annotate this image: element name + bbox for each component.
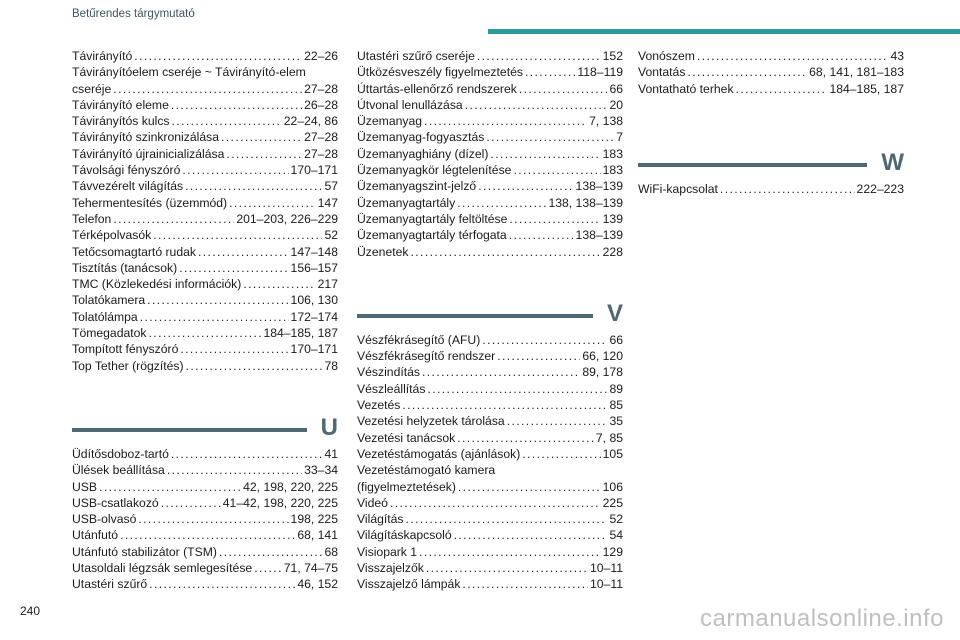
index-entry — [72, 244, 338, 260]
index-pages: 183 — [602, 163, 623, 178]
index-term: USB-olvasó — [72, 512, 137, 527]
index-term: WiFi-kapcsolat — [638, 181, 718, 196]
index-term: Tolatólámpa — [72, 309, 138, 324]
dot-leader — [402, 397, 607, 413]
watermark: carmanualsonline.info — [700, 605, 944, 632]
index-entry — [72, 479, 338, 495]
index-entry — [72, 544, 338, 560]
index-entry — [72, 276, 338, 292]
index-entry — [357, 129, 623, 145]
index-term: Vezetés — [357, 398, 401, 413]
index-term: Tetőcsomagtartó rudak — [72, 244, 196, 259]
dot-leader — [519, 81, 608, 97]
index-pages: 147–148 — [290, 244, 338, 259]
index-pages: 35 — [609, 414, 623, 429]
index-term: Világítás — [357, 512, 404, 527]
section-letter: U — [320, 413, 338, 441]
dot-leader — [149, 576, 295, 592]
index-pages: 138–139 — [575, 179, 623, 194]
index-pages: 184–185, 187 — [829, 81, 904, 96]
index-pages: 7, 138 — [589, 114, 623, 129]
index-term: Utasoldali légzsák semlegesítése — [72, 561, 253, 576]
index-entry — [357, 178, 623, 194]
index-pages: 78 — [324, 358, 338, 373]
index-term: Ütközésveszély figyelmeztetés — [357, 65, 523, 80]
dot-leader — [509, 227, 574, 243]
index-pages: 217 — [317, 277, 338, 292]
index-entry — [357, 211, 623, 227]
index-term: Top Tether (rögzítés) — [72, 358, 184, 373]
dot-leader — [140, 309, 289, 325]
dot-leader — [687, 64, 807, 80]
index-term: Üzemanyaghiány (dízel) — [357, 146, 489, 161]
index-pages: 68, 141 — [297, 528, 338, 543]
index-term: Utastéri szűrő cseréje — [357, 49, 475, 63]
index-pages: 41–42, 198, 220, 225 — [222, 495, 338, 510]
index-term: TMC (Közlekedési információk) — [72, 277, 242, 292]
dot-leader — [171, 446, 323, 462]
index-term: Tisztítás (tanácsok) — [72, 260, 178, 275]
dot-leader — [182, 162, 288, 178]
index-entry — [72, 97, 338, 113]
section-header — [357, 298, 623, 326]
dot-leader — [522, 446, 600, 462]
index-entry — [357, 146, 623, 162]
index-entry — [72, 560, 338, 576]
index-pages: 10–11 — [590, 577, 623, 592]
index-entry — [72, 64, 338, 80]
dot-leader — [419, 544, 601, 560]
index-pages: 138, 138–139 — [548, 195, 623, 210]
section-rule — [357, 314, 593, 318]
index-entry — [357, 527, 623, 543]
index-term: Vonószem — [638, 49, 695, 63]
dot-leader — [427, 381, 607, 397]
section-rule — [638, 163, 867, 167]
index-entry — [357, 381, 623, 397]
index-entry — [72, 260, 338, 276]
index-pages: 184–185, 187 — [263, 326, 338, 341]
index-entry — [72, 81, 338, 97]
index-pages: 22–24, 86 — [283, 114, 338, 129]
dot-leader — [457, 430, 594, 446]
index-entry — [357, 227, 623, 243]
dot-leader — [697, 48, 889, 64]
index-term: Tolatókamera — [72, 293, 146, 308]
index-term: Távirányító — [72, 49, 133, 63]
index-pages: 106 — [602, 479, 623, 494]
index-column-1 — [72, 48, 338, 593]
dot-leader — [477, 48, 601, 64]
index-term: Tehermentesítés (üzemmód) — [72, 195, 228, 210]
index-entry — [357, 576, 623, 592]
dot-leader — [411, 244, 601, 260]
index-pages: 139 — [602, 211, 623, 226]
index-pages: 66, 120 — [582, 349, 623, 364]
index-entry — [72, 527, 338, 543]
index-pages: 54 — [609, 528, 623, 543]
index-entry — [72, 146, 338, 162]
index-entry — [357, 195, 623, 211]
dot-leader — [486, 129, 614, 145]
index-entry — [72, 178, 338, 194]
dot-leader — [254, 560, 282, 576]
index-entry — [357, 430, 623, 446]
index-entry — [638, 48, 904, 64]
dot-leader — [113, 211, 234, 227]
dot-leader — [490, 146, 600, 162]
index-term: (figyelmeztetések) — [357, 479, 456, 494]
index-entry — [357, 364, 623, 380]
index-entry — [72, 113, 338, 129]
index-entry — [72, 227, 338, 243]
index-term: Vezetési tanácsok — [357, 430, 456, 445]
index-entry — [357, 113, 623, 129]
section-rule — [72, 428, 307, 432]
index-term: Vontatható terhek — [638, 81, 734, 96]
index-pages: 27–28 — [304, 130, 338, 145]
index-term: Térképolvasók — [72, 228, 152, 243]
dot-leader — [454, 527, 608, 543]
dot-leader — [736, 81, 828, 97]
index-term: Vontatás — [638, 65, 686, 80]
dot-leader — [226, 146, 302, 162]
index-pages: 26–28 — [304, 97, 338, 112]
index-pages: 33–34 — [304, 463, 338, 478]
section-letter: V — [606, 299, 623, 327]
dot-leader — [219, 544, 322, 560]
index-pages: 52 — [609, 512, 623, 527]
index-term: Vészindítás — [357, 365, 421, 380]
index-term: Üzemanyag-fogyasztás — [357, 130, 485, 145]
dot-leader — [507, 413, 608, 429]
index-pages: 172–174 — [290, 309, 338, 324]
index-pages: 68 — [324, 544, 338, 559]
index-pages: 106, 130 — [290, 293, 338, 308]
index-term: Tömegadatok — [72, 326, 147, 341]
index-term: Visszajelzők — [357, 561, 424, 576]
index-pages: 71, 74–75 — [283, 561, 338, 576]
dot-leader — [478, 178, 573, 194]
index-term: Tompított fényszóró — [72, 342, 179, 357]
dot-leader — [229, 195, 316, 211]
index-entry — [72, 309, 338, 325]
index-entry — [357, 495, 623, 511]
index-entry — [72, 446, 338, 462]
dot-leader — [457, 195, 546, 211]
dot-leader — [153, 227, 322, 243]
index-pages: 228 — [602, 244, 623, 259]
dot-leader — [99, 479, 241, 495]
index-pages: 201–203, 226–229 — [236, 211, 338, 226]
dot-leader — [465, 97, 608, 113]
index-entry — [72, 211, 338, 227]
dot-leader — [525, 64, 575, 80]
index-entry — [72, 511, 338, 527]
index-term: Utastéri szűrő — [72, 577, 148, 592]
page-number: 240 — [20, 604, 41, 618]
index-pages: 20 — [609, 97, 623, 112]
section-header — [638, 147, 904, 175]
index-entry — [357, 446, 623, 462]
index-entry — [72, 576, 338, 592]
index-term: Világításkapcsoló — [357, 528, 452, 543]
index-term: USB-csatlakozó — [72, 495, 159, 510]
index-pages: 138–139 — [575, 228, 623, 243]
index-term: Utánfutó — [72, 528, 119, 543]
index-pages: 85 — [609, 398, 623, 413]
dot-leader — [167, 462, 302, 478]
index-entry — [357, 162, 623, 178]
index-entry — [357, 413, 623, 429]
section-letter: W — [881, 148, 904, 176]
index-pages: 41 — [324, 446, 338, 461]
index-entry — [638, 81, 904, 97]
index-entry — [72, 292, 338, 308]
index-term: Utánfutó stabilizátor (TSM) — [72, 544, 217, 559]
dot-leader — [426, 560, 588, 576]
index-entry — [72, 162, 338, 178]
dot-leader — [147, 292, 288, 308]
index-term: Távirányító eleme — [72, 97, 169, 112]
index-column-3 — [638, 48, 904, 197]
dot-leader — [172, 113, 282, 129]
index-entry — [357, 97, 623, 113]
index-pages: 66 — [609, 81, 623, 96]
index-pages: 27–28 — [304, 146, 338, 161]
index-entry — [357, 560, 623, 576]
dot-leader — [406, 511, 608, 527]
dot-leader — [186, 358, 323, 374]
index-pages: 10–11 — [590, 561, 623, 576]
dot-leader — [134, 48, 302, 64]
index-entry — [72, 462, 338, 478]
index-term: Úttartás-ellenőrző rendszerek — [357, 81, 517, 96]
dot-leader — [462, 576, 588, 592]
index-term: Távolsági fényszóró — [72, 163, 181, 178]
index-entry — [72, 325, 338, 341]
index-entry — [638, 181, 904, 197]
dot-leader — [424, 113, 587, 129]
index-term: Távirányítóelem cseréje ~ Távirányító-elem — [72, 65, 306, 80]
index-pages: 7, 85 — [595, 430, 623, 445]
dot-leader — [185, 178, 322, 194]
index-term: Vezetéstámogatás (ajánlások) — [357, 446, 521, 461]
index-pages: 89 — [609, 381, 623, 396]
index-pages: 52 — [324, 228, 338, 243]
index-pages: 105 — [602, 446, 623, 461]
section-header — [72, 412, 338, 440]
index-term: Üzemanyagtartály feltöltése — [357, 211, 508, 226]
dot-leader — [120, 527, 295, 543]
dot-leader — [482, 332, 607, 348]
dot-leader — [113, 81, 302, 97]
index-pages: 68, 141, 181–183 — [809, 65, 904, 80]
index-term: cseréje — [72, 81, 112, 96]
dot-leader — [513, 162, 600, 178]
index-term: USB — [72, 479, 98, 494]
dot-leader — [179, 260, 288, 276]
index-entry — [357, 64, 623, 80]
index-term: Vészleállítás — [357, 381, 426, 396]
index-pages: 222–223 — [856, 181, 904, 196]
index-entry — [357, 511, 623, 527]
dot-leader — [422, 364, 580, 380]
index-term: Távirányító újrainicializálása — [72, 146, 225, 161]
header-accent-bar — [488, 29, 960, 34]
index-term: Visszajelző lámpák — [357, 577, 461, 592]
index-pages: 225 — [602, 495, 623, 510]
index-pages: 129 — [602, 544, 623, 559]
dot-leader — [161, 495, 221, 511]
index-term: Üzenetek — [357, 244, 409, 259]
index-pages: 147 — [317, 195, 338, 210]
index-term: Vezetéstámogató kamera — [357, 463, 496, 478]
index-term: Ülések beállítása — [72, 463, 165, 478]
dot-leader — [149, 325, 262, 341]
index-term: Telefon — [72, 211, 112, 226]
index-term: Üzemanyagtartály — [357, 195, 456, 210]
index-pages: 170–171 — [290, 342, 338, 357]
dot-leader — [497, 348, 580, 364]
dot-leader — [243, 276, 315, 292]
dot-leader — [180, 341, 288, 357]
index-pages: 22–26 — [304, 49, 338, 63]
index-term: Üdítősdoboz-tartó — [72, 446, 169, 461]
index-pages: 46, 152 — [297, 577, 338, 592]
index-column-2 — [357, 48, 623, 593]
index-pages: 57 — [324, 179, 338, 194]
index-pages: 170–171 — [290, 163, 338, 178]
index-term: Távvezérelt világítás — [72, 179, 184, 194]
index-pages: 43 — [890, 49, 904, 63]
index-term: Vezetési helyzetek tárolása — [357, 414, 505, 429]
index-entry — [357, 348, 623, 364]
index-term: Üzemanyagkör légtelenítése — [357, 163, 512, 178]
index-entry — [357, 48, 623, 64]
index-entry — [357, 544, 623, 560]
index-pages: 156–157 — [290, 260, 338, 275]
index-term: Vészfékrásegítő rendszer — [357, 349, 496, 364]
index-entry — [72, 495, 338, 511]
index-pages: 42, 198, 220, 225 — [243, 479, 338, 494]
index-entry — [638, 64, 904, 80]
index-entry — [72, 341, 338, 357]
index-entry — [72, 129, 338, 145]
dot-leader — [720, 181, 855, 197]
index-pages: 7 — [616, 130, 623, 145]
index-pages: 66 — [609, 332, 623, 347]
index-entry — [357, 397, 623, 413]
index-pages: 118–119 — [577, 65, 623, 80]
dot-leader — [198, 244, 289, 260]
index-pages: 27–28 — [304, 81, 338, 96]
index-entry — [357, 462, 623, 478]
index-term: Távirányítós kulcs — [72, 114, 170, 129]
index-entry — [357, 81, 623, 97]
index-term: Üzemanyag — [357, 114, 423, 129]
index-pages: 198, 225 — [290, 512, 338, 527]
dot-leader — [138, 511, 288, 527]
dot-leader — [509, 211, 600, 227]
index-pages: 152 — [602, 49, 623, 63]
dot-leader — [458, 479, 601, 495]
index-term: Üzemanyagtartály térfogata — [357, 228, 507, 243]
dot-leader — [221, 129, 302, 145]
running-header-title: Betűrendes tárgymutató — [72, 8, 195, 20]
index-entry — [72, 48, 338, 64]
index-term: Videó — [357, 495, 388, 510]
index-entry — [357, 244, 623, 260]
index-term: Üzemanyagszint-jelző — [357, 179, 477, 194]
index-entry — [72, 195, 338, 211]
index-entry — [72, 358, 338, 374]
index-entry — [357, 479, 623, 495]
index-pages: 183 — [602, 146, 623, 161]
index-term: Vészfékrásegítő (AFU) — [357, 332, 481, 347]
dot-leader — [390, 495, 601, 511]
index-pages: 89, 178 — [582, 365, 623, 380]
index-term: Távirányító szinkronizálása — [72, 130, 219, 145]
index-term: Útvonal lenullázása — [357, 97, 463, 112]
dot-leader — [171, 97, 302, 113]
index-term: Visiopark 1 — [357, 544, 418, 559]
index-entry — [357, 332, 623, 348]
